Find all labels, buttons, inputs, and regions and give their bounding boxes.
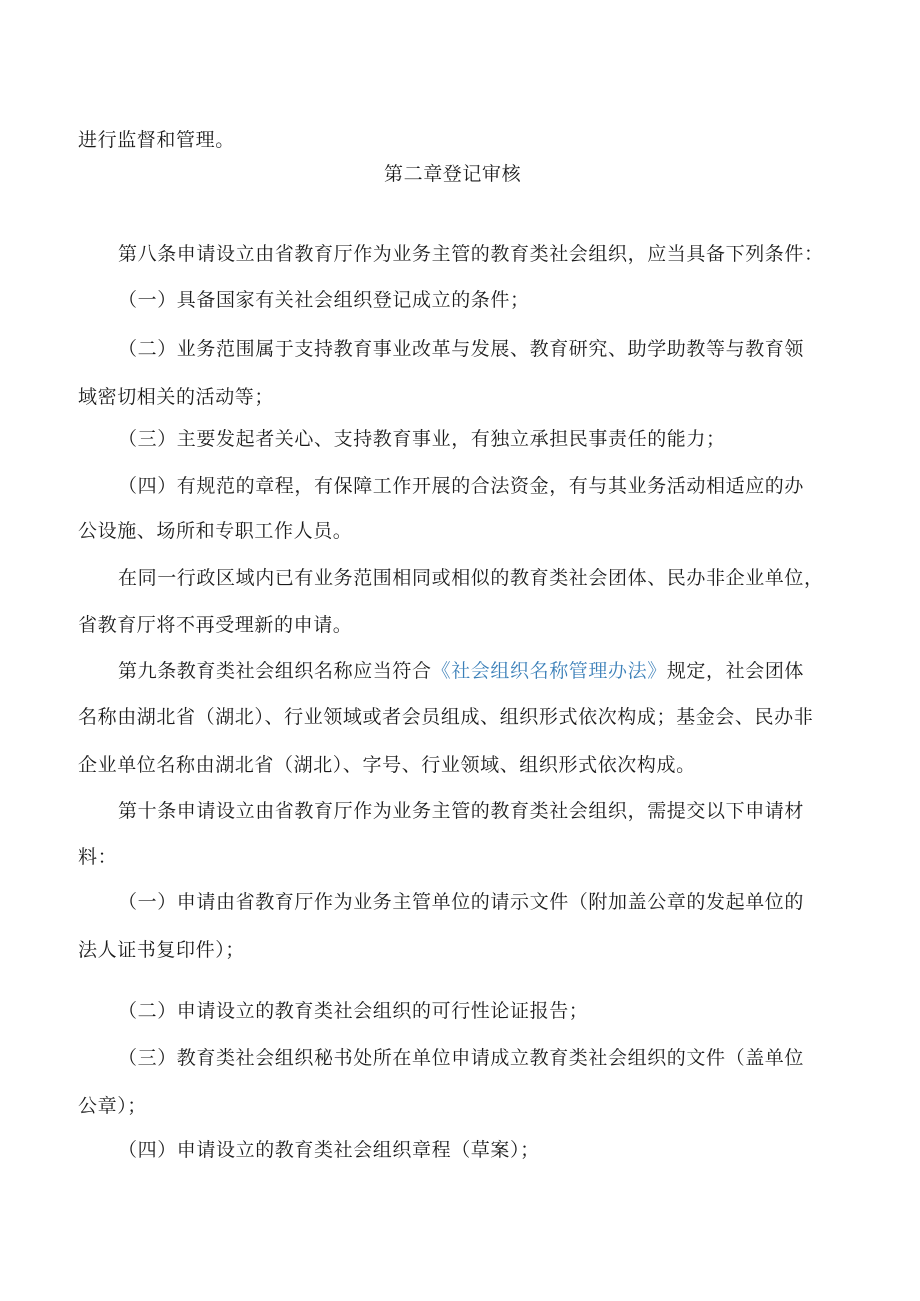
article-10-item-1-line-2: 法人证书复印件）； [78,939,245,961]
article-10-intro-line-2: 料： [78,846,118,868]
article-9-line-2: 名称由湖北省（湖北）、行业领域或者会员组成、组织形式依次构成；基金会、民办非 [78,706,814,728]
article-10-item-3-line-1: （三）教育类社会组织秘书处所在单位申请成立教育类社会组织的文件（盖单位 [118,1047,805,1069]
article-9-line-3: 企业单位名称由湖北省（湖北）、字号、行业领域、组织形式依次构成。 [78,754,696,776]
article-10-item-2: （二）申请设立的教育类社会组织的可行性论证报告； [118,1000,589,1022]
article-10-item-1-line-1: （一）申请由省教育厅作为业务主管单位的请示文件（附加盖公章的发起单位的 [118,891,805,913]
article-10-intro-line-1: 第十条申请设立由省教育厅作为业务主管的教育类社会组织，需提交以下申请材 [118,800,805,822]
article-8-paragraph-line-1: 在同一行政区域内已有业务范围相同或相似的教育类社会团体、民办非企业单位， [118,567,824,589]
paragraph-continuation: 进行监督和管理。 [78,129,235,151]
article-9-text-before-link: 第九条教育类社会组织名称应当符合 [118,660,432,682]
article-9-text-after-link: 规定，社会团体 [666,660,805,682]
chapter-heading: 第二章登记审核 [384,163,522,185]
article-8-item-1: （一）具备国家有关社会组织登记成立的条件； [118,289,530,311]
article-8-intro: 第八条申请设立由省教育厅作为业务主管的教育类社会组织，应当具备下列条件： [118,243,824,265]
article-9-line-1 [118,659,804,683]
article-8-item-4-line-1: （四）有规范的章程，有保障工作开展的合法资金，有与其业务活动相适应的办 [118,475,805,497]
article-8-item-4-line-2: 公设施、场所和专职工作人员。 [78,520,353,542]
article-8-paragraph-line-2: 省教育厅将不再受理新的申请。 [78,614,353,636]
article-10-item-3-line-2: 公章）； [78,1095,147,1117]
article-8-item-2-line-1: （二）业务范围属于支持教育事业改革与发展、教育研究、助学助教等与教育领 [118,338,805,360]
article-8-item-3: （三）主要发起者关心、支持教育事业，有独立承担民事责任的能力； [118,428,726,450]
article-8-item-2-line-2: 域密切相关的活动等； [78,386,275,408]
article-10-item-4: （四）申请设立的教育类社会组织章程（草案）； [118,1139,540,1161]
regulation-link[interactable]: 《社会组织名称管理办法》 [431,660,667,682]
